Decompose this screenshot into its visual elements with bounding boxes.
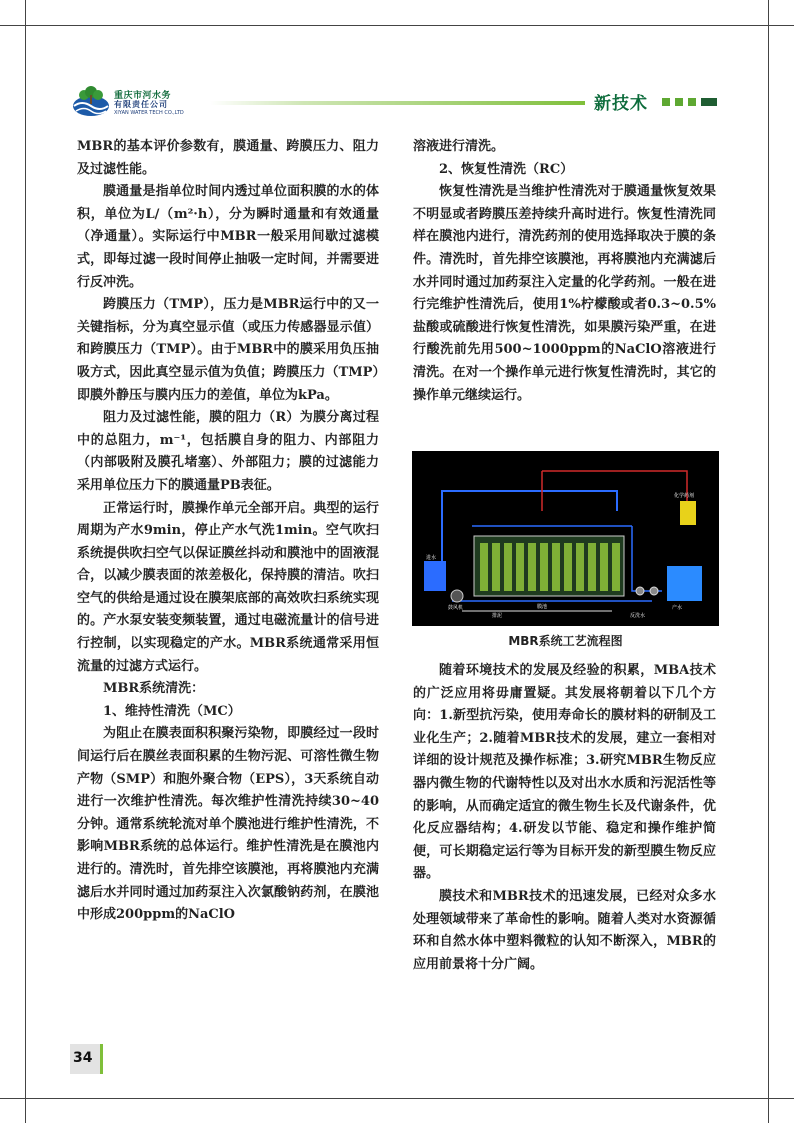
logo-text-cn-2: 有限责任公司: [114, 100, 168, 109]
paragraph: 2、恢复性清洗（RC）: [439, 161, 574, 177]
left-column: [77, 136, 379, 927]
trim-line-left: [25, 0, 26, 1123]
header-decoration: [662, 98, 717, 106]
company-logo: [72, 84, 202, 122]
paragraph: 膜技术和MBR技术的迅速发展，已经对众多水处理领域带来了革命性的影响。随着人类对水资源循环和自然水体中塑料微粒的认知不断深入，MBR的应用前景将十分广阔。: [413, 888, 716, 972]
paragraph: 1、维持性清洗（MC）: [103, 703, 241, 719]
trim-line-top: [0, 25, 794, 26]
tank-label: 膜池: [537, 604, 548, 610]
trim-line-bottom: [0, 1098, 794, 1099]
right-column-bottom: [413, 660, 716, 976]
paragraph: 正常运行时，膜操作单元全部开启。典型的运行周期为产水9min，停止产水气洗1min。空气吹扫系统提供吹扫空气以保证膜丝抖动和膜池中的固液混合，以减少膜表面的浓差极化，保持膜的清洁。吹扫空气的供给是通过设在膜架底部的高效吹扫系统实现的。产水泵安装变频装置，通过电磁流量计的信号进行控制，以实现稳定的产水。MBR系统通常采用恒流量的过滤方式运行。: [77, 500, 379, 674]
right-column-top: [413, 136, 716, 407]
backwash-label: 反洗水: [630, 613, 646, 619]
logo-text-en: XIYAN WATER TECH CO.,LTD: [114, 110, 184, 116]
paragraph: 为阻止在膜表面积积聚污染物，即膜经过一段时间运行后在膜丝表面积累的生物污泥、可溶性微生物产物（SMP）和胞外聚合物（EPS），3天系统自动进行一次维护性清洗。每次维护性清洗持续30~40分钟。通常系统轮流对单个膜池进行维护性清洗，不影响MBR系统的总体运行。维护性清洗是在膜池内进行的。清洗时，首先排空该膜池，再将膜池内充满滤后水并同时通过加药泵注入次氯酸钠药剂，在膜池中形成200ppm的NaClO: [77, 726, 379, 923]
logo-text-cn: 重庆市河水务: [114, 91, 172, 101]
paragraph: 随着环境技术的发展及经验的积累，MBA技术的广泛应用将毋庸置疑。其发展将朝着以下几个方向：1.新型抗污染，使用寿命长的膜材料的研制及工业化生产；2.随着MBR技术的发展，建立一套相对详细的设计规范及操作标准；3.研究MBR生物反应器内微生物的代谢特性以及对出水水质和污泥活性等的影响，从而确定适宜的微生物生长及代谢条件，优化反应器结构；4.研发以节能、稳定和操作维护简便，可长期稳定运行等为目标开发的新型膜生物反应器。: [413, 663, 716, 882]
sludge-label: 排泥: [492, 613, 503, 619]
decor-square: [662, 98, 670, 106]
header-rule: [210, 101, 585, 105]
inlet-label: 进水: [426, 555, 437, 561]
paragraph: 恢复性清洗是当维护性清洗对于膜通量恢复效果不明显或者跨膜压差持续升高时进行。恢复性清洗同样在膜池内进行，清洗药剂的使用选择取决于膜的条件。清洗时，首先排空该膜池，再将膜池内充满滤后水并同时通过加药泵注入定量的化学药剂。一般在进行完维护性清洗后，使用1%柠檬酸或者0.3~0.5%盐酸或硫酸进行恢复性清洗，如果膜污染严重，在进行酸洗前先用500~1000ppm的NaClO溶液进行清洗。在对一个操作单元进行恢复性清洗时，其它的操作单元继续运行。: [413, 184, 716, 403]
paragraph: 膜通量是指单位时间内透过单位面积膜的水的体积，单位为L/（m²·h），分为瞬时通量和有效通量（净通量）。实际运行中MBR一般采用间歇过滤模式，即每过滤一段时间停止抽吸一定时间，并需要进行反冲洗。: [77, 184, 379, 290]
paragraph: 溶液进行清洗。: [413, 139, 505, 154]
decor-square: [688, 98, 696, 106]
paragraph: MBR系统清洗：: [103, 681, 205, 697]
page-number: 34: [73, 1050, 93, 1066]
flow-diagram-graphic: [412, 451, 719, 626]
paragraph: MBR的基本评价参数有，膜通量、跨膜压力、阻力及过滤性能。: [77, 139, 379, 177]
page-number-accent: [100, 1044, 103, 1074]
process-flow-diagram: [412, 451, 719, 626]
figure-caption: MBR系统工艺流程图: [508, 634, 623, 648]
outlet-label: 产水: [672, 605, 683, 611]
paragraph: 跨膜压力（TMP），压力是MBR运行中的又一关键指标，分为真空显示值（或压力传感器显示值）和跨膜压力（TMP）。由于MBR中的膜采用负压抽吸方式，因此真空显示值为负值；跨膜压力（TMP）即膜外静压与膜内压力的差值，单位为kPa。: [77, 297, 379, 403]
paragraph: 阻力及过滤性能，膜的阻力（R）为膜分离过程中的总阻力，m⁻¹，包括膜自身的阻力、内部阻力（内部吸附及膜孔堵塞）、外部阻力；膜的过滤能力采用单位压力下的膜通量PB表征。: [77, 410, 379, 493]
chem-label: 化学药剂: [674, 493, 695, 499]
trim-line-right: [768, 0, 769, 1123]
logo-emblem-icon: [72, 86, 110, 118]
blower-label: 鼓风机: [448, 605, 464, 611]
decor-square: [675, 98, 683, 106]
decor-square: [701, 98, 717, 106]
section-title: 新技术: [594, 94, 648, 114]
